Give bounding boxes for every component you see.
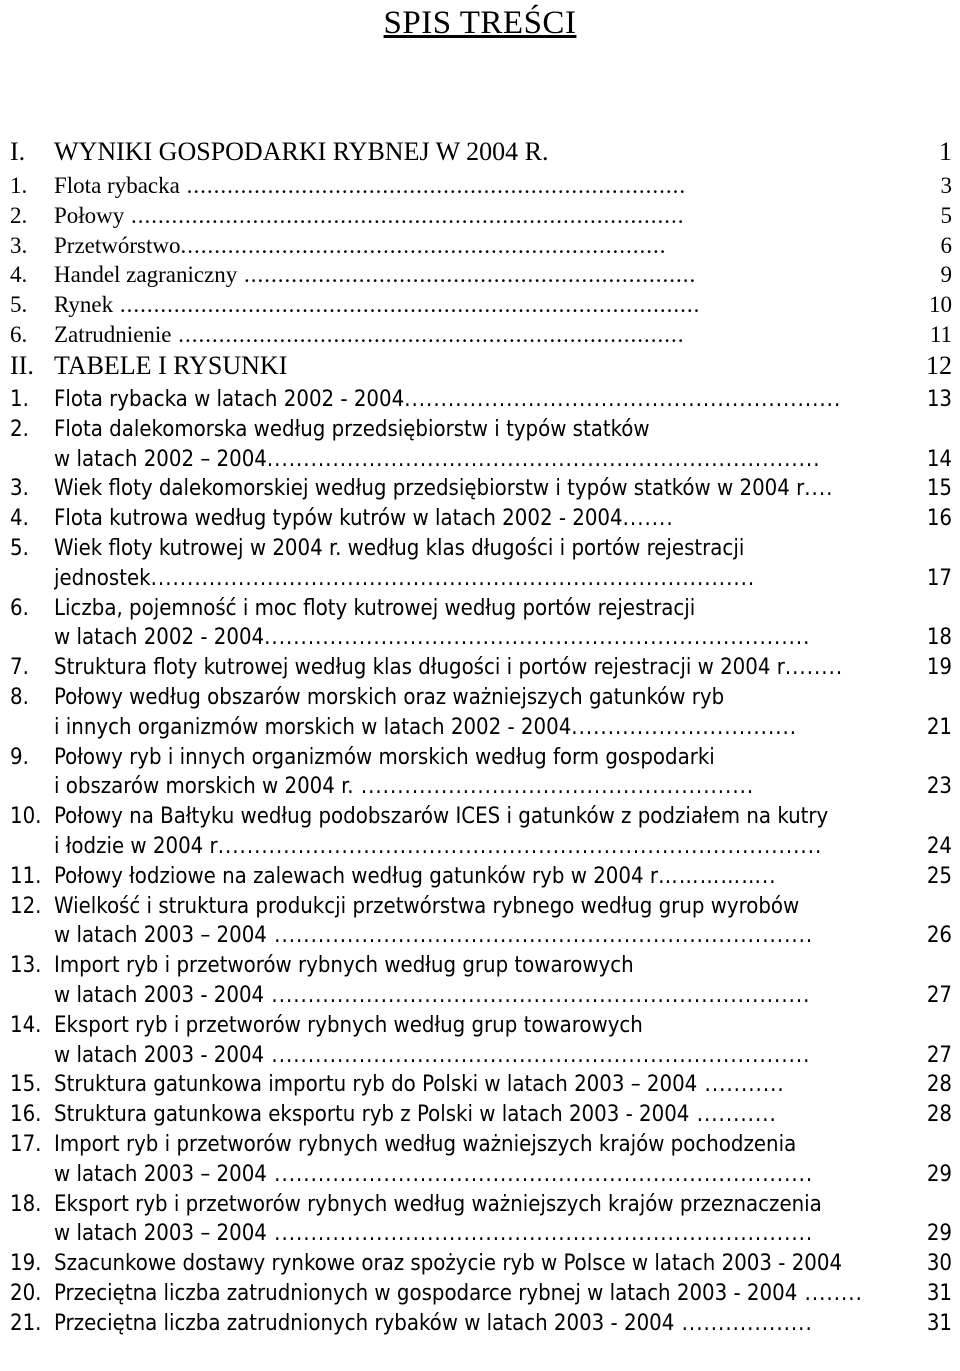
page-number: 21 (926, 714, 952, 740)
item-number: 15. (10, 1072, 42, 1098)
item-number: 19. (10, 1251, 42, 1277)
table-row (0, 1100, 960, 1130)
item-number: 5. (10, 536, 29, 561)
item-title (54, 832, 894, 862)
page-number: 28 (926, 1102, 952, 1128)
table-row-continuation (0, 445, 960, 475)
list-item (0, 260, 960, 290)
item-title-text: Rynek (54, 292, 114, 318)
item-title-text: Struktura floty kutrowej według klas długości i portów rejestracji w 2004 r (54, 655, 785, 681)
item-title (54, 137, 894, 167)
item-title-text: Przeciętna liczba zatrudnionych rybaków w latach 2003 - 2004 (54, 1310, 675, 1336)
item-title-text: Połowy na Bałtyku według podobszarów ICES i gatunków z podziałem na kutry (54, 804, 829, 830)
leader-dots: .................. (674, 1310, 813, 1336)
item-title-text: i łodzie w 2004 r (54, 834, 218, 859)
item-number: 4. (10, 506, 29, 532)
item-number: 16. (10, 1102, 42, 1128)
item-title (54, 1309, 894, 1339)
leader-dots: ....... (622, 506, 674, 532)
leader-dots: .......................................................................... (179, 173, 687, 198)
item-title-text: Przeciętna liczba zatrudnionych w gospodarce rybnej w latach 2003 - 2004 (54, 1281, 798, 1306)
item-title (54, 385, 894, 415)
page-number: 16 (926, 506, 952, 532)
item-number: 14. (10, 1012, 42, 1038)
item-number: 20. (10, 1281, 42, 1306)
leader-dots: ...................................................... (353, 774, 755, 800)
item-title (54, 260, 894, 290)
leader-dots: ........... (697, 1072, 785, 1098)
item-number: 9. (10, 744, 29, 770)
page-number: 1 (939, 137, 952, 166)
item-title-text: Flota dalekomorska według przedsiębiorstw i typów statków (54, 416, 650, 442)
table-row (0, 594, 960, 624)
item-title-text: i obszarów morskich w 2004 r. (54, 774, 354, 800)
table-row (0, 951, 960, 981)
item-title (54, 171, 894, 201)
leader-dots: ........ (784, 655, 844, 681)
item-number: I. (10, 137, 26, 166)
leader-dots: .... (804, 476, 834, 502)
page-number: 3 (940, 173, 952, 198)
item-title (54, 1160, 894, 1190)
table-row (0, 1190, 960, 1220)
item-title (54, 623, 894, 653)
page-number: 24 (926, 834, 952, 859)
leader-dots: ............................................................................ (266, 446, 821, 472)
page-number: 27 (926, 983, 952, 1008)
item-title-text: Wiek floty dalekomorskiej według przedsiębiorstw i typów statków w 2004 r (54, 476, 805, 502)
leader-dots: ........................................................................ (180, 232, 667, 258)
table-row-continuation (0, 564, 960, 594)
item-title-text: Zatrudnienie (54, 322, 172, 347)
page-number: 29 (926, 1161, 952, 1187)
item-title (54, 951, 894, 981)
item-number: 10. (10, 804, 42, 830)
table-row (0, 534, 960, 564)
list-item (0, 290, 960, 320)
item-title-text: w latach 2003 – 2004 (54, 1161, 267, 1187)
item-title (54, 1219, 894, 1249)
item-title-text: WYNIKI GOSPODARKI RYBNEJ W 2004 R. (54, 137, 549, 166)
item-title (54, 1249, 894, 1279)
page-number: 13 (926, 387, 952, 412)
leader-dots: ........... (689, 1102, 777, 1128)
item-number: 3. (10, 476, 29, 502)
table-row-continuation (0, 1041, 960, 1071)
section-heading-2 (0, 351, 960, 381)
item-title (54, 743, 894, 773)
item-number: 1. (10, 173, 28, 198)
item-title-text: w latach 2003 – 2004 (54, 923, 267, 949)
item-title (54, 474, 894, 504)
item-title-text: Wielkość i struktura produkcji przetwórstwa rybnego według grup wyrobów (54, 893, 800, 919)
item-title (54, 1130, 894, 1160)
item-title (54, 415, 894, 445)
leader-dots: ...................................................................................... (113, 292, 701, 318)
table-row (0, 474, 960, 504)
item-title (54, 201, 894, 231)
table-row (0, 415, 960, 445)
table-row (0, 504, 960, 534)
item-title-text: Import ryb i przetworów rybnych według ważniejszych krajów pochodzenia (54, 1132, 797, 1157)
item-title-text: jednostek (54, 565, 151, 591)
item-title-text: Handel zagraniczny (54, 262, 238, 288)
page-number: 11 (929, 322, 952, 347)
item-number: 6. (10, 322, 28, 347)
item-title-text: Połowy (54, 202, 125, 228)
leader-dots: …………….. (658, 863, 777, 889)
item-title-text: Liczba, pojemność i moc floty kutrowej według portów rejestracji (54, 595, 696, 621)
item-title-text: Flota rybacka w latach 2002 - 2004 (54, 387, 405, 412)
item-title-text: TABELE I RYSUNKI (54, 351, 288, 380)
item-title-text: w latach 2002 - 2004 (54, 625, 265, 651)
leader-dots: ................................................................................... (150, 565, 756, 591)
list-item (0, 201, 960, 231)
item-title (54, 564, 894, 594)
item-title-text: Struktura gatunkowa eksportu ryb z Polski w latach 2003 - 2004 (54, 1102, 690, 1128)
item-title (54, 1070, 894, 1100)
item-title (54, 892, 894, 922)
item-title-text: Struktura gatunkowa importu ryb do Polski w latach 2003 – 2004 (54, 1072, 698, 1098)
table-row (0, 1249, 960, 1279)
page-number: 14 (926, 446, 952, 472)
item-title-text: Import ryb i przetworów rybnych według grup towarowych (54, 953, 634, 979)
leader-dots: .................................................................................. (124, 202, 685, 228)
leader-dots: .......................................................................... (266, 923, 814, 949)
item-title (54, 862, 894, 892)
page-number: 6 (940, 232, 952, 258)
item-title (54, 981, 894, 1011)
leader-dots: ............................................................ (404, 387, 842, 412)
page-number: 18 (926, 625, 952, 651)
page-number: 23 (926, 774, 952, 800)
page-number: 17 (926, 565, 952, 591)
item-number: 18. (10, 1191, 42, 1217)
item-title (54, 534, 894, 564)
table-row (0, 802, 960, 832)
item-title-text: Połowy ryb i innych organizmów morskich według form gospodarki (54, 744, 715, 770)
item-title-text: Szacunkowe dostawy rynkowe oraz spożycie ryb w Polsce w latach 2003 - 2004 (54, 1251, 843, 1277)
leader-dots: ........................................................................... (171, 322, 685, 347)
leader-dots: .......................................................................... (264, 983, 811, 1008)
item-title (54, 290, 894, 320)
item-title (54, 802, 894, 832)
table-row (0, 1011, 960, 1041)
table-row-continuation (0, 623, 960, 653)
page-number: 15 (926, 476, 952, 502)
leader-dots: .......................................................................... (266, 1221, 814, 1247)
item-title (54, 351, 894, 381)
page-number: 10 (929, 292, 952, 318)
item-number: 1. (10, 387, 29, 412)
page-number: 25 (926, 863, 952, 889)
item-title (54, 713, 894, 743)
table-row-continuation (0, 981, 960, 1011)
item-number: 12. (10, 893, 42, 919)
item-title-text: w latach 2002 – 2004 (54, 446, 267, 472)
item-title (54, 445, 894, 475)
item-title (54, 921, 894, 951)
item-title-text: Wiek floty kutrowej w 2004 r. według klas długości i portów rejestracji (54, 536, 745, 561)
list-item (0, 231, 960, 261)
table-row (0, 1070, 960, 1100)
item-number: II. (10, 351, 34, 380)
table-row (0, 743, 960, 773)
page-number: 26 (926, 923, 952, 949)
item-title (54, 1041, 894, 1071)
leader-dots: ........ (797, 1281, 863, 1306)
table-row (0, 892, 960, 922)
table-row (0, 385, 960, 415)
item-title-text: w latach 2003 – 2004 (54, 1221, 267, 1247)
page-number: 31 (926, 1310, 952, 1336)
item-title (54, 594, 894, 624)
item-title (54, 1011, 894, 1041)
item-title (54, 1279, 894, 1309)
table-row (0, 862, 960, 892)
item-title-text: Eksport ryb i przetworów rybnych według grup towarowych (54, 1012, 643, 1038)
item-number: 2. (10, 416, 29, 442)
leader-dots: .......................................................................... (264, 1042, 811, 1068)
table-row-continuation (0, 1160, 960, 1190)
item-title-text: Flota rybacka (54, 173, 180, 198)
page-number: 19 (926, 655, 952, 681)
page-number: 28 (926, 1072, 952, 1098)
list-item (0, 171, 960, 201)
item-number: 7. (10, 655, 29, 681)
leader-dots: ................................................................... (237, 262, 697, 288)
item-number: 13. (10, 953, 42, 979)
item-number: 5. (10, 292, 28, 318)
table-row (0, 1309, 960, 1339)
table-row (0, 653, 960, 683)
leader-dots: ........................................................................... (264, 625, 811, 651)
item-number: 11. (10, 863, 42, 889)
table-row-continuation (0, 772, 960, 802)
table-row-continuation (0, 713, 960, 743)
item-number: 3. (10, 232, 28, 258)
page-number: 29 (926, 1221, 952, 1247)
item-title (54, 1100, 894, 1130)
item-title-text: Flota kutrowa według typów kutrów w latach 2002 - 2004 (54, 506, 623, 532)
item-number: 4. (10, 262, 28, 288)
item-title-text: Połowy łodziowe na zalewach według gatunków ryb w 2004 r (54, 863, 658, 889)
item-title-text: w latach 2003 - 2004 (54, 983, 265, 1008)
item-title (54, 504, 894, 534)
item-number: 17. (10, 1132, 42, 1157)
table-row (0, 1130, 960, 1160)
item-title (54, 231, 894, 261)
table-row-continuation (0, 832, 960, 862)
page-title: SPIS TREŚCI (383, 5, 577, 41)
item-title-text: Eksport ryb i przetworów rybnych według ważniejszych krajów przeznaczenia (54, 1191, 822, 1217)
item-number: 6. (10, 595, 29, 621)
page-number: 31 (926, 1281, 952, 1306)
page-number: 9 (940, 262, 952, 288)
item-title (54, 772, 894, 802)
leader-dots: ................................................................................... (217, 834, 823, 859)
item-title (54, 1190, 894, 1220)
table-row (0, 683, 960, 713)
item-title-text: Przetwórstwo (54, 232, 181, 258)
item-number: 2. (10, 202, 28, 228)
leader-dots: ............................... (571, 714, 798, 740)
page-number: 27 (926, 1042, 952, 1068)
item-title (54, 653, 894, 683)
table-row-continuation (0, 921, 960, 951)
item-title-text: w latach 2003 - 2004 (54, 1042, 265, 1068)
item-number: 21. (10, 1310, 42, 1336)
section-heading-1 (0, 137, 960, 167)
item-title (54, 320, 894, 350)
leader-dots: .......................................................................... (266, 1161, 814, 1187)
table-row-continuation (0, 1219, 960, 1249)
item-title-text: i innych organizmów morskich w latach 2002 - 2004 (54, 714, 572, 740)
item-title (54, 683, 894, 713)
item-title-text: Połowy według obszarów morskich oraz ważniejszych gatunków ryb (54, 685, 725, 710)
page-number: 5 (940, 202, 952, 228)
list-item (0, 320, 960, 350)
page-number: 12 (926, 351, 952, 380)
table-row (0, 1279, 960, 1309)
page-number: 30 (926, 1251, 952, 1277)
item-number: 8. (10, 685, 29, 710)
